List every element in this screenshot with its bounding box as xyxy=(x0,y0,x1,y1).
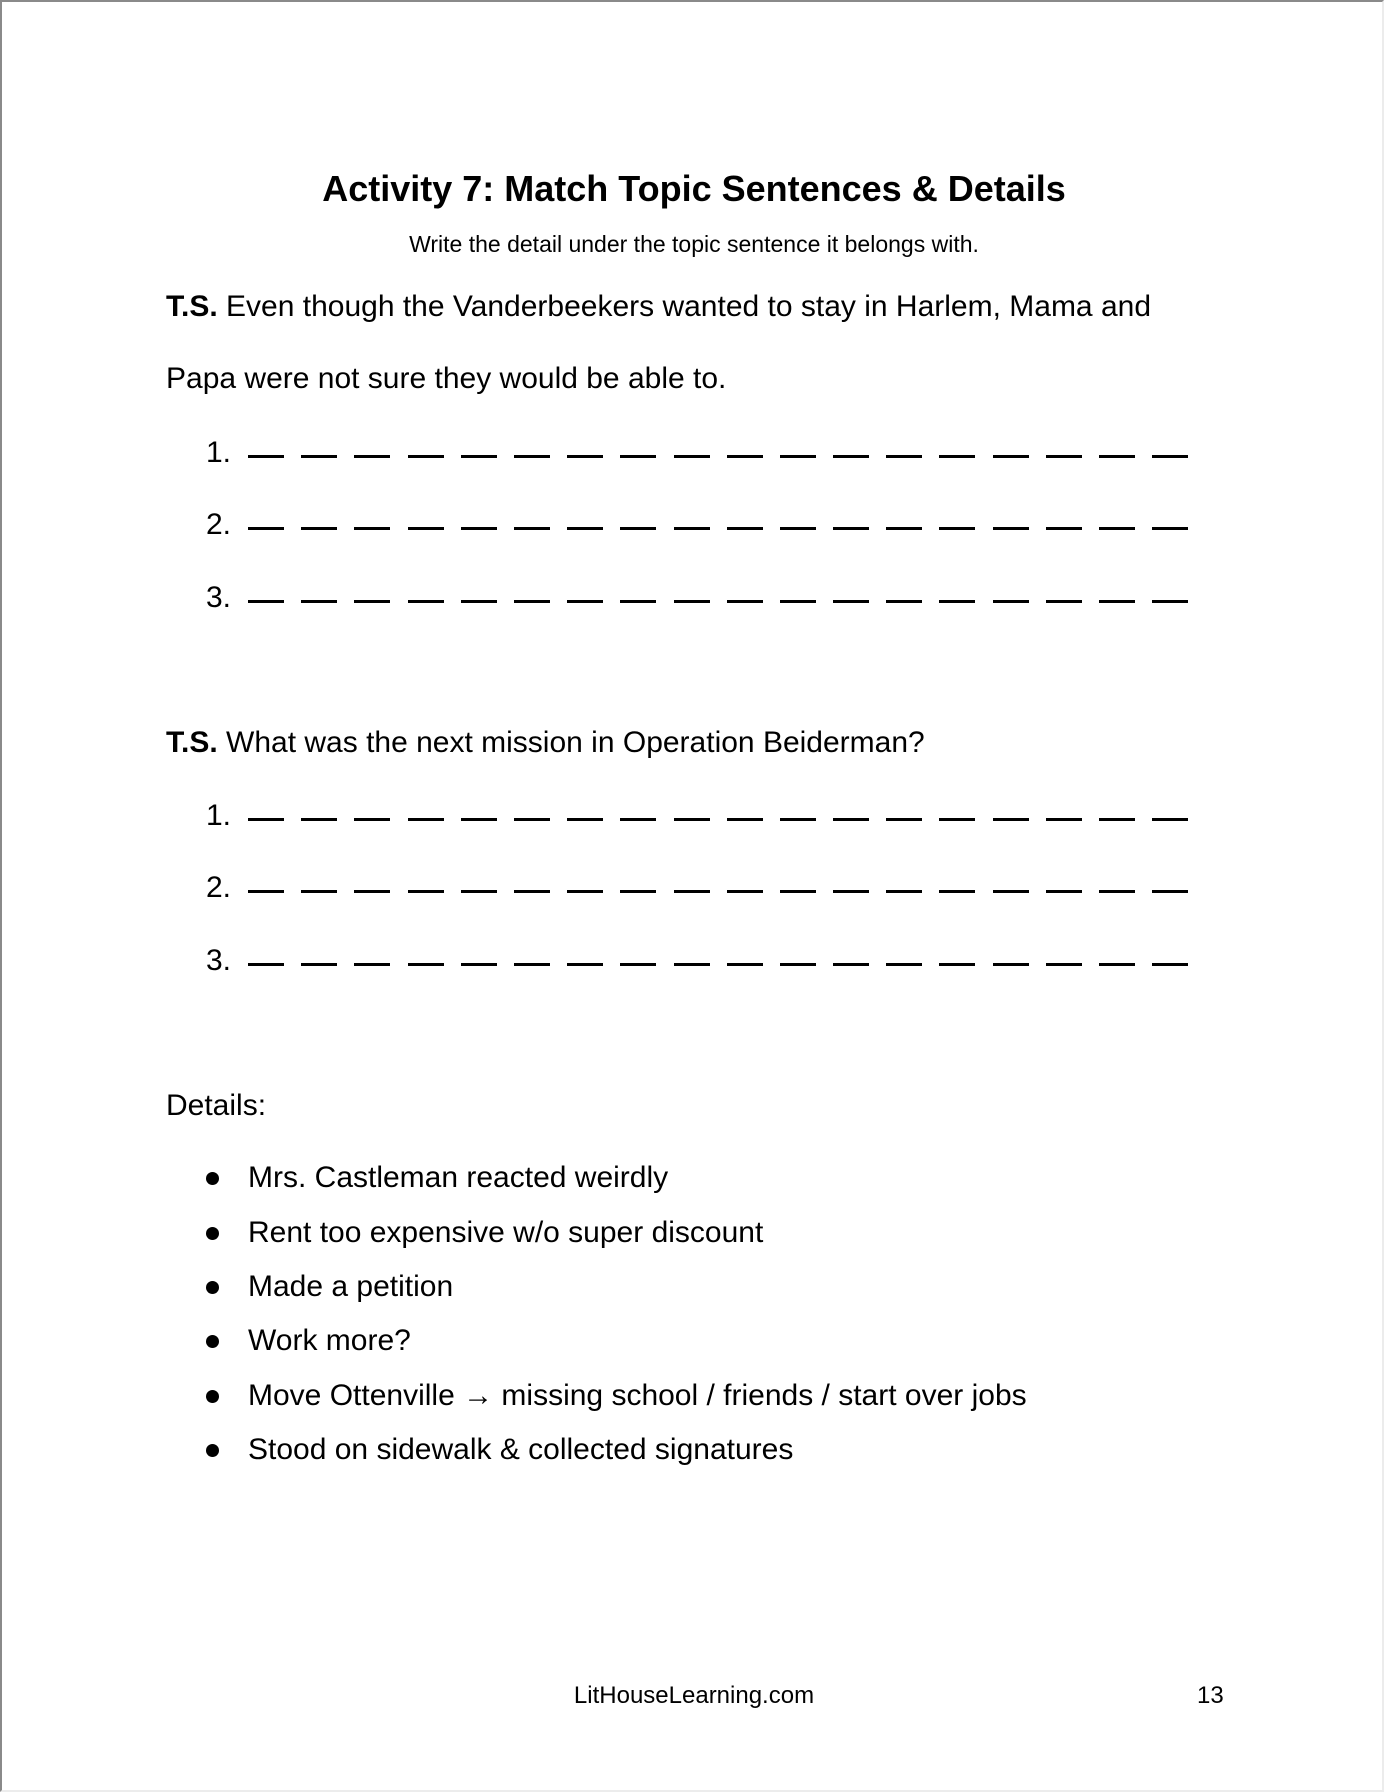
topic-sentence-1 xyxy=(166,290,1151,324)
blank-dash xyxy=(939,818,975,821)
list-item xyxy=(206,1379,1027,1413)
answer-row[interactable] xyxy=(206,944,1205,978)
list-item xyxy=(206,1433,793,1467)
blank-dash xyxy=(567,600,603,603)
blank-dash xyxy=(301,527,337,530)
topic-sentence-1-line2: Papa were not sure they would be able to. xyxy=(166,362,727,395)
blank-dash xyxy=(993,818,1029,821)
blank-dash xyxy=(886,455,922,458)
blank-dash xyxy=(514,527,550,530)
ts-label: T.S. xyxy=(166,726,218,759)
ts-text-line1: Even though the Vanderbeekers wanted to stay in Harlem, Mama and xyxy=(226,290,1152,323)
blank-dash xyxy=(939,455,975,458)
footer-site: LitHouseLearning.com xyxy=(573,1682,815,1709)
blank-dash xyxy=(886,818,922,821)
blank-dash xyxy=(620,963,656,966)
blank-dash xyxy=(727,818,763,821)
blank-dash xyxy=(1046,890,1082,893)
blank-dash xyxy=(1046,527,1082,530)
blank-dash xyxy=(461,963,497,966)
blank-dash xyxy=(461,600,497,603)
blank-dash xyxy=(886,963,922,966)
blank-dash xyxy=(248,455,284,458)
blank-dash xyxy=(354,455,390,458)
blank-dash xyxy=(408,455,444,458)
blank-dash xyxy=(727,890,763,893)
blank-dash xyxy=(301,600,337,603)
row-number: 3. xyxy=(206,944,232,977)
blank-dash xyxy=(939,890,975,893)
blank-dash xyxy=(993,455,1029,458)
bullet-icon xyxy=(206,1335,219,1348)
blank-dash xyxy=(301,963,337,966)
row-number: 3. xyxy=(206,581,232,614)
detail-text: Made a petition xyxy=(248,1270,454,1303)
ts-label: T.S. xyxy=(166,290,218,323)
blank-dash xyxy=(780,963,816,966)
blank-dash xyxy=(1099,600,1135,603)
blank-dash xyxy=(1099,527,1135,530)
blank-dash xyxy=(354,890,390,893)
blank-dash xyxy=(567,890,603,893)
blank-dash xyxy=(833,963,869,966)
topic-sentence-2 xyxy=(166,726,925,760)
blank-dash xyxy=(727,600,763,603)
blank-dash xyxy=(514,818,550,821)
blank-dash xyxy=(674,527,710,530)
blank-dash xyxy=(248,527,284,530)
blank-dash xyxy=(461,455,497,458)
blank-dash xyxy=(1152,527,1188,530)
answer-row[interactable] xyxy=(206,436,1205,470)
blank-dash xyxy=(993,890,1029,893)
list-item xyxy=(206,1161,668,1195)
list-item xyxy=(206,1324,411,1358)
answer-blank[interactable] xyxy=(248,967,1205,970)
page-title: Activity 7: Match Topic Sentences & Details xyxy=(322,168,1066,209)
blank-dash xyxy=(993,963,1029,966)
blank-dash xyxy=(833,527,869,530)
detail-text: Mrs. Castleman reacted weirdly xyxy=(248,1161,669,1194)
blank-dash xyxy=(727,963,763,966)
blank-dash xyxy=(301,890,337,893)
row-number: 1. xyxy=(206,436,232,469)
blank-dash xyxy=(886,527,922,530)
bullet-icon xyxy=(206,1390,219,1403)
blank-dash xyxy=(514,890,550,893)
blank-dash xyxy=(833,455,869,458)
answer-row[interactable] xyxy=(206,508,1205,542)
blank-dash xyxy=(514,963,550,966)
row-number: 2. xyxy=(206,508,232,541)
blank-dash xyxy=(301,455,337,458)
blank-dash xyxy=(248,818,284,821)
answer-blank[interactable] xyxy=(248,531,1205,534)
answer-blank[interactable] xyxy=(248,822,1205,825)
blank-dash xyxy=(461,527,497,530)
blank-dash xyxy=(780,818,816,821)
blank-dash xyxy=(620,527,656,530)
answer-row[interactable] xyxy=(206,871,1205,905)
blank-dash xyxy=(514,600,550,603)
blank-dash xyxy=(780,527,816,530)
blank-dash xyxy=(674,455,710,458)
blank-dash xyxy=(1152,455,1188,458)
blank-dash xyxy=(567,455,603,458)
blank-dash xyxy=(248,600,284,603)
answer-row[interactable] xyxy=(206,799,1205,833)
blank-dash xyxy=(727,455,763,458)
blank-dash xyxy=(461,890,497,893)
blank-dash xyxy=(1046,963,1082,966)
blank-dash xyxy=(780,455,816,458)
blank-dash xyxy=(833,818,869,821)
blank-dash xyxy=(620,818,656,821)
blank-dash xyxy=(1152,963,1188,966)
blank-dash xyxy=(1099,963,1135,966)
blank-dash xyxy=(1099,890,1135,893)
list-item xyxy=(206,1270,453,1304)
blank-dash xyxy=(567,963,603,966)
row-number: 2. xyxy=(206,871,232,904)
blank-dash xyxy=(939,527,975,530)
blank-dash xyxy=(1046,818,1082,821)
blank-dash xyxy=(408,600,444,603)
blank-dash xyxy=(886,600,922,603)
blank-dash xyxy=(354,527,390,530)
row-number: 1. xyxy=(206,799,232,832)
blank-dash xyxy=(620,890,656,893)
bullet-icon xyxy=(206,1172,219,1185)
answer-blank[interactable] xyxy=(248,459,1205,462)
blank-dash xyxy=(1152,890,1188,893)
blank-dash xyxy=(248,890,284,893)
blank-dash xyxy=(408,818,444,821)
blank-dash xyxy=(833,890,869,893)
blank-dash xyxy=(674,890,710,893)
blank-dash xyxy=(354,818,390,821)
blank-dash xyxy=(620,455,656,458)
blank-dash xyxy=(567,818,603,821)
list-item xyxy=(206,1216,763,1250)
ts-text-line1: What was the next mission in Operation Beiderman? xyxy=(226,726,925,759)
blank-dash xyxy=(354,963,390,966)
blank-dash xyxy=(301,818,337,821)
blank-dash xyxy=(674,818,710,821)
blank-dash xyxy=(1046,600,1082,603)
answer-row[interactable] xyxy=(206,581,1205,615)
bullet-icon xyxy=(206,1281,219,1294)
blank-dash xyxy=(674,600,710,603)
blank-dash xyxy=(1099,455,1135,458)
blank-dash xyxy=(1152,818,1188,821)
blank-dash xyxy=(1152,600,1188,603)
blank-dash xyxy=(408,527,444,530)
blank-dash xyxy=(1099,818,1135,821)
detail-text: Work more? xyxy=(248,1324,411,1357)
blank-dash xyxy=(727,527,763,530)
blank-dash xyxy=(408,890,444,893)
blank-dash xyxy=(780,600,816,603)
blank-dash xyxy=(939,963,975,966)
bullet-icon xyxy=(206,1444,219,1457)
blank-dash xyxy=(567,527,603,530)
blank-dash xyxy=(461,818,497,821)
answer-blank[interactable] xyxy=(248,604,1205,607)
blank-dash xyxy=(514,455,550,458)
page-number: 13 xyxy=(1197,1682,1224,1709)
detail-text: Stood on sidewalk & collected signatures xyxy=(248,1433,794,1466)
blank-dash xyxy=(408,963,444,966)
blank-dash xyxy=(1046,455,1082,458)
instructions: Write the detail under the topic sentence it belongs with. xyxy=(409,231,979,257)
details-label: Details: xyxy=(166,1089,267,1122)
blank-dash xyxy=(886,890,922,893)
bullet-icon xyxy=(206,1227,219,1240)
blank-dash xyxy=(248,963,284,966)
blank-dash xyxy=(620,600,656,603)
blank-dash xyxy=(354,600,390,603)
answer-blank[interactable] xyxy=(248,894,1205,897)
blank-dash xyxy=(833,600,869,603)
detail-text: Rent too expensive w/o super discount xyxy=(248,1216,764,1249)
blank-dash xyxy=(993,600,1029,603)
blank-dash xyxy=(939,600,975,603)
detail-text: Move Ottenville → missing school / friends / start over jobs xyxy=(248,1379,1027,1412)
blank-dash xyxy=(780,890,816,893)
blank-dash xyxy=(674,963,710,966)
blank-dash xyxy=(993,527,1029,530)
